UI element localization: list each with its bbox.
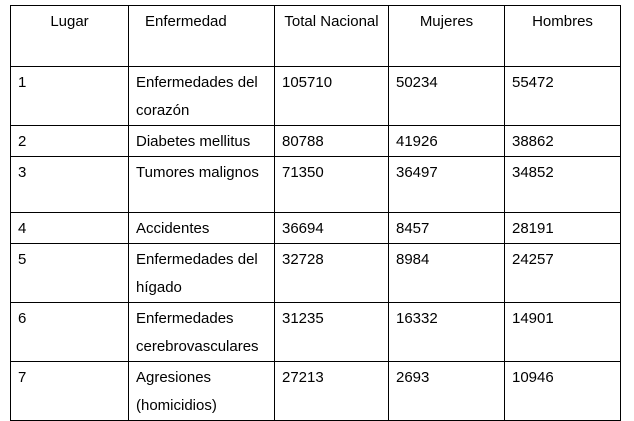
cell-hombres: 24257: [505, 244, 621, 303]
cell-hombres: 34852: [505, 157, 621, 213]
cell-mujeres: 36497: [389, 157, 505, 213]
cell-mujeres: 16332: [389, 303, 505, 362]
table-row: [11, 67, 621, 126]
table-row: [11, 126, 621, 157]
cell-total: 71350: [275, 157, 389, 213]
cell-total: 80788: [275, 126, 389, 157]
cell-hombres: 10946: [505, 362, 621, 421]
cell-total: 105710: [275, 67, 389, 126]
cell-enfermedad: Enfermedades del corazón: [129, 67, 275, 126]
cell-hombres: 55472: [505, 67, 621, 126]
header-mujeres: Mujeres: [389, 6, 505, 67]
cell-enfermedad: Enfermedades del hígado: [129, 244, 275, 303]
table-row: [11, 213, 621, 244]
header-row: [11, 6, 621, 67]
header-lugar: Lugar: [11, 6, 129, 67]
cell-mujeres: 50234: [389, 67, 505, 126]
cell-mujeres: 2693: [389, 362, 505, 421]
table-row: [11, 362, 621, 421]
cell-enfermedad: Enfermedades cerebrovasculares: [129, 303, 275, 362]
cell-enfermedad: Tumores malignos: [129, 157, 275, 213]
cell-lugar: 4: [11, 213, 129, 244]
cell-total: 32728: [275, 244, 389, 303]
cell-enfermedad: Agresiones (homicidios): [129, 362, 275, 421]
cell-lugar: 7: [11, 362, 129, 421]
cell-lugar: 2: [11, 126, 129, 157]
cell-mujeres: 8984: [389, 244, 505, 303]
cell-mujeres: 8457: [389, 213, 505, 244]
cell-hombres: 28191: [505, 213, 621, 244]
cell-total: 31235: [275, 303, 389, 362]
mortality-table: [10, 5, 621, 421]
cell-hombres: 14901: [505, 303, 621, 362]
header-enfermedad: Enfermedad: [129, 6, 275, 67]
cell-lugar: 1: [11, 67, 129, 126]
cell-enfermedad: Diabetes mellitus: [129, 126, 275, 157]
cell-total: 27213: [275, 362, 389, 421]
header-hombres: Hombres: [505, 6, 621, 67]
cell-lugar: 5: [11, 244, 129, 303]
table-row: [11, 303, 621, 362]
cell-lugar: 6: [11, 303, 129, 362]
cell-mujeres: 41926: [389, 126, 505, 157]
cell-enfermedad: Accidentes: [129, 213, 275, 244]
table-row: [11, 244, 621, 303]
table-row: [11, 157, 621, 213]
cell-lugar: 3: [11, 157, 129, 213]
cell-total: 36694: [275, 213, 389, 244]
header-total-nacional: Total Nacional: [275, 6, 389, 67]
cell-hombres: 38862: [505, 126, 621, 157]
